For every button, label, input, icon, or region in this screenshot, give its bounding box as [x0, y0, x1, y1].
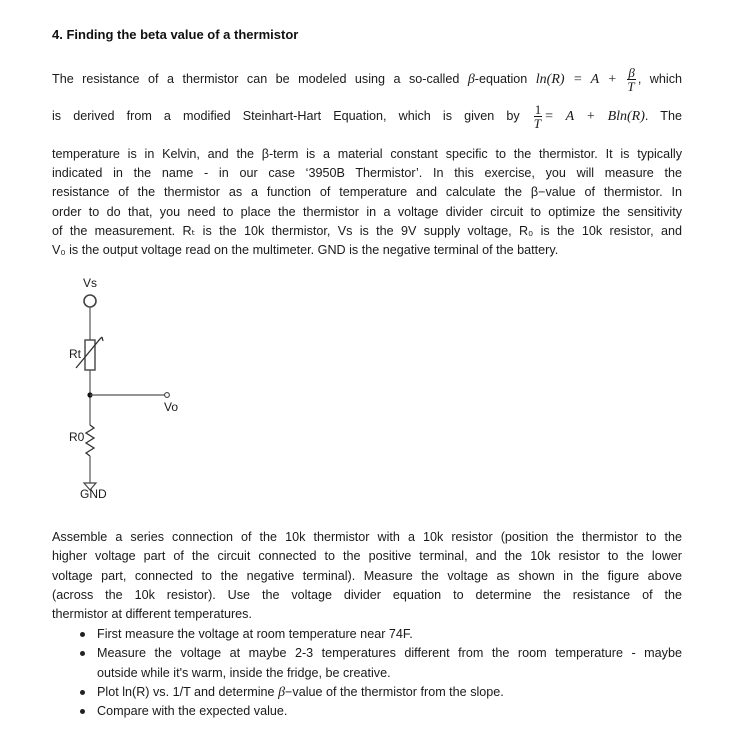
paragraph-line: order to do that, you need to place the thermistor in a voltage divider circuit to optimize the sensitivity [52, 204, 682, 219]
paragraph-line: (across the 10k resistor). Use the voltage divider equation to determine the resistance of the [52, 587, 682, 602]
instruction-list [80, 625, 682, 721]
paragraph-line: voltage part, connected to the negative terminal). Measure the voltage as shown in the figure above [52, 568, 682, 583]
gnd-label: GND [80, 487, 107, 501]
paragraph-line: V₀ is the output voltage read on the multimeter. GND is the negative terminal of the battery. [52, 242, 559, 257]
paragraph-line: indicated in the name - in our case ‘3950B Thermistor’. In this exercise, you will measure the [52, 166, 682, 181]
rt-label: Rt [69, 347, 81, 361]
beta-equation-rhs: A + [590, 71, 626, 87]
paragraph-line: higher voltage part of the circuit connected to the positive terminal, and the 10k resistor to the lower [52, 549, 682, 564]
section-title: 4. Finding the beta value of a thermistor [52, 27, 299, 42]
paragraph-line: Assemble a series connection of the 10k thermistor with a 10k resistor (position the thermistor to the [52, 530, 682, 544]
circuit-schematic-icon [52, 270, 212, 510]
intro-line-1 [52, 65, 683, 94]
paragraph-line: resistance of the thermistor as a function of temperature and calculate the β−value of thermistor. In [52, 185, 682, 200]
r0-label: R0 [69, 430, 85, 444]
list-item: Measure the voltage at maybe 2-3 temperatures different from the room temperature - maybe outside while it's warm, inside the fridge, be creative. [80, 644, 682, 683]
paragraph-line: of the measurement. Rₜ is the 10k thermistor, Vs is the 9V supply voltage, R₀ is the 10k resistor, and [52, 223, 682, 238]
one-over-t-fraction: $\frac{1}{T}$ [533, 102, 542, 131]
intro-text: , which [637, 71, 683, 86]
list-item: First measure the voltage at room temperature near 74F. [80, 625, 682, 644]
list-item: Plot ln(R) vs. 1/T and determine β−value of the thermistor from the slope. [80, 683, 682, 702]
intro-text: The resistance of a thermistor can be modeled using a so-called [52, 71, 468, 86]
paragraph-line: temperature is in Kelvin, and the β-term is a material constant specific to the thermistor. It is typically [52, 147, 682, 161]
steinhart-hart-equation: = A + Bln(R) [544, 108, 645, 124]
paragraph-line: thermistor at different temperatures. [52, 607, 252, 622]
voltage-divider-circuit-diagram [52, 270, 212, 510]
vs-label: Vs [83, 276, 98, 290]
vo-label: Vo [164, 400, 179, 414]
list-item: Compare with the expected value. [80, 702, 682, 721]
beta-over-t-fraction: $\frac{\beta}{T}$ [627, 65, 635, 94]
assembly-paragraph [52, 528, 682, 624]
intro-text: . The [644, 108, 682, 123]
beta-equation-lhs: ln(R) = [535, 71, 591, 87]
intro-text: is derived from a modified Steinhart-Hart Equation, which is given by [52, 108, 532, 123]
beta-symbol: β [467, 71, 475, 87]
description-paragraph [52, 145, 682, 260]
beta-symbol: β [278, 684, 286, 700]
intro-line-2 [52, 102, 682, 131]
intro-text: -equation [474, 71, 536, 86]
